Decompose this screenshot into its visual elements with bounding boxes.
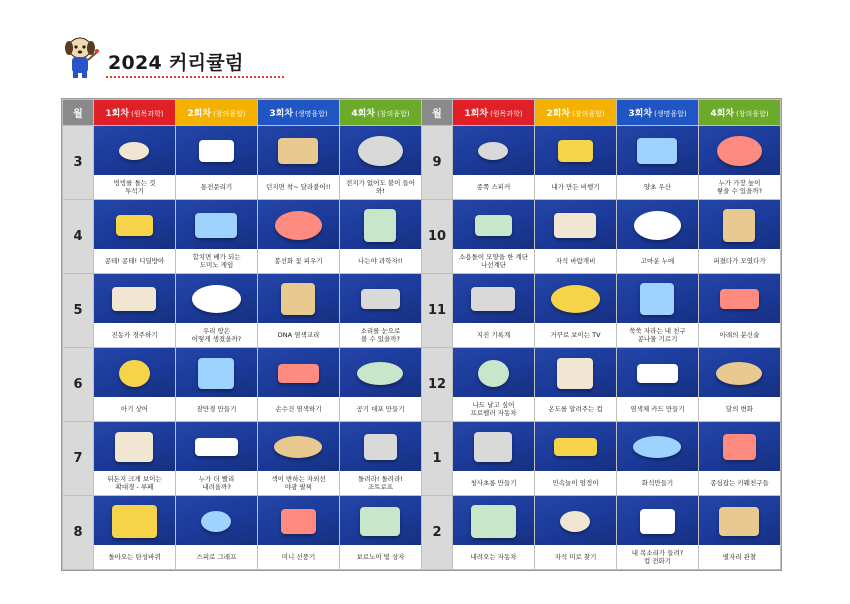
round-4-header-left: 4회차 (창의융합) (340, 100, 422, 126)
activity-title: 우리 땅은 어떻게 생겼을까? (191, 327, 242, 343)
activity-card (176, 200, 258, 274)
craft-object-icon (471, 505, 516, 538)
craft-object-icon (198, 358, 234, 389)
craft-object-icon (471, 287, 515, 311)
month-row (63, 200, 781, 274)
activity-photo (535, 422, 616, 471)
month-row (63, 126, 781, 200)
activity-title: 양초 우산 (643, 183, 672, 191)
activity-card (176, 422, 258, 496)
craft-object-icon (119, 360, 150, 387)
activity-photo (258, 274, 339, 323)
activity-card (535, 126, 617, 200)
craft-object-icon (640, 283, 674, 315)
craft-object-icon (278, 364, 319, 383)
month-label: 6 (63, 348, 94, 422)
title-underline (106, 76, 284, 78)
activity-photo (94, 348, 175, 397)
activity-card (535, 422, 617, 496)
activity-photo (535, 200, 616, 249)
activity-card (453, 274, 535, 348)
activity-title: 아래의 분신술 (719, 331, 760, 339)
activity-card (453, 348, 535, 422)
craft-object-icon (723, 209, 755, 242)
page-title: 2024 커리큘럼 (108, 52, 244, 74)
craft-object-icon (195, 438, 238, 456)
activity-title: 거꾸로 보이는 TV (550, 331, 601, 339)
month-label: 4 (63, 200, 94, 274)
activity-title: 별자리 관찰 (722, 553, 757, 561)
activity-title: 합치면 배가 되는 도미노 게임 (192, 253, 241, 269)
activity-card (453, 200, 535, 274)
activity-photo (699, 496, 780, 545)
activity-photo (258, 126, 339, 175)
craft-object-icon (478, 142, 508, 160)
craft-object-icon (637, 364, 678, 383)
activity-card (176, 348, 258, 422)
activity-photo (617, 422, 698, 471)
craft-object-icon (474, 432, 512, 462)
month-label: 7 (63, 422, 94, 496)
month-label: 12 (422, 348, 453, 422)
activity-photo (617, 348, 698, 397)
craft-object-icon (275, 211, 322, 240)
activity-title: 내려오는 자동차 (470, 553, 517, 561)
craft-object-icon (558, 140, 593, 162)
activity-card (535, 274, 617, 348)
activity-photo (535, 274, 616, 323)
activity-photo (258, 422, 339, 471)
craft-object-icon (554, 213, 596, 238)
month-row (63, 422, 781, 496)
activity-photo (176, 200, 257, 249)
activity-title: 소용돌이 모양을 한 계단 나선계단 (459, 253, 528, 269)
activity-photo (453, 496, 534, 545)
activity-photo (340, 422, 421, 471)
activity-title: 자석 바람개비 (555, 257, 596, 265)
craft-object-icon (634, 211, 681, 240)
activity-card (453, 422, 535, 496)
activity-card (535, 200, 617, 274)
activity-card (617, 126, 699, 200)
month-header-left: 월 (63, 100, 94, 126)
activity-photo (453, 348, 534, 397)
dog-mascot-icon (60, 34, 100, 80)
round-2-header-right: 2회차 (창의융합) (535, 100, 617, 126)
activity-card (258, 422, 340, 496)
craft-object-icon (357, 362, 403, 385)
craft-object-icon (281, 283, 315, 315)
activity-photo (453, 274, 534, 323)
activity-title: 보로노이 빛 상자 (356, 553, 405, 561)
craft-object-icon (116, 215, 153, 236)
activity-card (340, 274, 422, 348)
activity-photo (535, 126, 616, 175)
activity-title: 내가 만든 비행기 (551, 183, 600, 191)
craft-object-icon (195, 213, 237, 238)
craft-object-icon (364, 209, 396, 242)
activity-photo (176, 126, 257, 175)
activity-photo (340, 126, 421, 175)
month-label: 9 (422, 126, 453, 200)
activity-card (617, 348, 699, 422)
month-label: 1 (422, 422, 453, 496)
craft-object-icon (640, 509, 675, 534)
activity-photo (340, 496, 421, 545)
activity-photo (617, 496, 698, 545)
activity-title: 진동카 경주하기 (111, 331, 158, 339)
activity-card (617, 422, 699, 496)
curriculum-table (62, 99, 781, 570)
round-4-header-right: 4회차 (창의융합) (699, 100, 781, 126)
activity-card (258, 348, 340, 422)
activity-card (617, 496, 699, 570)
craft-object-icon (551, 285, 600, 313)
craft-object-icon (478, 360, 509, 387)
activity-title: 콩테! 콩테! 디딜방아 (104, 257, 165, 265)
activity-card (340, 348, 422, 422)
craft-object-icon (115, 432, 153, 462)
activity-photo (535, 348, 616, 397)
activity-photo (94, 126, 175, 175)
activity-card (258, 126, 340, 200)
round-3-header-left: 3회차 (생명융합) (258, 100, 340, 126)
activity-card (176, 126, 258, 200)
activity-card (699, 496, 781, 570)
craft-object-icon (112, 287, 156, 311)
activity-card (94, 496, 176, 570)
month-label: 10 (422, 200, 453, 274)
activity-title: 지진 기록계 (476, 331, 511, 339)
activity-title: 종심잡는 키웨친구들 (710, 479, 769, 487)
activity-card (94, 348, 176, 422)
month-label: 2 (422, 496, 453, 570)
craft-object-icon (358, 136, 403, 166)
activity-photo (176, 348, 257, 397)
activity-card (340, 496, 422, 570)
month-label: 8 (63, 496, 94, 570)
activity-photo (453, 126, 534, 175)
activity-title: 화석만들기 (641, 479, 674, 487)
craft-object-icon (201, 511, 231, 532)
activity-title: 빙빙를 돌는 것 투석기 (113, 179, 156, 195)
craft-object-icon (278, 138, 318, 164)
activity-title: 누가 가장 높이 쌓을 수 있을까? (716, 179, 763, 195)
month-label: 5 (63, 274, 94, 348)
activity-title: 전지가 없어도 불이 들어와! (346, 179, 415, 195)
activity-title: 자석 미로 찾기 (554, 553, 597, 561)
activity-photo (176, 422, 257, 471)
month-label: 11 (422, 274, 453, 348)
activity-title: 염색체 카드 만들기 (630, 405, 685, 413)
activity-photo (535, 496, 616, 545)
activity-title: 돌아오는 탄성바퀴 (108, 553, 161, 561)
activity-photo (258, 496, 339, 545)
craft-object-icon (192, 285, 241, 313)
craft-object-icon (360, 507, 400, 536)
activity-title: 소리를 눈으로 볼 수 있을까? (360, 327, 401, 343)
month-row (63, 274, 781, 348)
craft-object-icon (361, 289, 400, 309)
activity-photo (617, 126, 698, 175)
activity-photo (699, 200, 780, 249)
month-header-right: 월 (422, 100, 453, 126)
activity-title: 온도를 알려주는 컵 (548, 405, 603, 413)
activity-card (617, 274, 699, 348)
activity-photo (617, 274, 698, 323)
activity-title: 미니 선풍기 (281, 553, 316, 561)
round-3-header-right: 3회차 (생명융합) (617, 100, 699, 126)
activity-card (535, 496, 617, 570)
activity-card (699, 200, 781, 274)
craft-object-icon (112, 505, 157, 538)
activity-card (176, 496, 258, 570)
activity-card (699, 126, 781, 200)
activity-photo (340, 274, 421, 323)
page-header (60, 34, 460, 84)
activity-photo (176, 496, 257, 545)
round-2-header-left: 2회차 (창의융합) (176, 100, 258, 126)
activity-card (340, 200, 422, 274)
craft-object-icon (637, 138, 677, 164)
activity-photo (176, 274, 257, 323)
activity-card (699, 422, 781, 496)
craft-object-icon (274, 436, 322, 458)
craft-object-icon (364, 434, 397, 460)
activity-card (617, 200, 699, 274)
activity-title: 쑥쑥 자라는 내 친구 콩나물 기르기 (629, 327, 686, 343)
activity-card (699, 348, 781, 422)
activity-card (453, 496, 535, 570)
activity-photo (94, 200, 175, 249)
round-1-header-left: 1회차 (원목과학) (94, 100, 176, 126)
curriculum-body (63, 126, 781, 570)
activity-title: 누가 더 빨리 내려올까? (198, 475, 235, 491)
activity-photo (94, 274, 175, 323)
activity-title: 봉선화 꽃 피우기 (274, 257, 323, 265)
craft-object-icon (199, 140, 234, 162)
activity-card (258, 274, 340, 348)
activity-title: 내 목소리가 들려? 컵 전화기 (631, 549, 684, 565)
craft-object-icon (720, 289, 759, 309)
activity-title: 공기 대포 만들기 (356, 405, 405, 413)
activity-card (699, 274, 781, 348)
activity-card (340, 126, 422, 200)
activity-photo (699, 348, 780, 397)
activity-card (94, 422, 176, 496)
craft-object-icon (719, 507, 759, 536)
activity-title: 퍼졌다가 모였다가 (713, 257, 766, 265)
craft-object-icon (119, 142, 149, 160)
curriculum-grid (61, 98, 782, 571)
activity-photo (453, 200, 534, 249)
activity-title: 손수건 염색하기 (275, 405, 322, 413)
craft-object-icon (475, 215, 512, 236)
activity-title: DNA 염색교리 (277, 331, 320, 339)
month-label: 3 (63, 126, 94, 200)
activity-title: 달의 변화 (725, 405, 754, 413)
activity-photo (258, 200, 339, 249)
activity-card (176, 274, 258, 348)
activity-title: 민속놀이 엄정이 (552, 479, 599, 487)
activity-photo (94, 496, 175, 545)
activity-photo (699, 274, 780, 323)
activity-photo (699, 422, 780, 471)
craft-object-icon (281, 509, 316, 534)
activity-card (258, 496, 340, 570)
activity-title: 나도 날고 싶어 프로펠러 자동차 (470, 401, 517, 417)
activity-card (258, 200, 340, 274)
activity-photo (699, 126, 780, 175)
activity-card (453, 126, 535, 200)
activity-title: 스피로 그래프 (196, 553, 237, 561)
activity-card (340, 422, 422, 496)
craft-object-icon (633, 436, 681, 458)
craft-object-icon (716, 362, 762, 385)
craft-object-icon (557, 358, 593, 389)
activity-photo (94, 422, 175, 471)
activity-title: 청사초롱 만들기 (470, 479, 517, 487)
activity-photo (453, 422, 534, 471)
activity-title: 돌려라! 돌려라! 조트로프 (358, 475, 403, 491)
round-1-header-right: 1회차 (원목과학) (453, 100, 535, 126)
craft-object-icon (554, 438, 597, 456)
activity-title: 잠만경 만들기 (196, 405, 237, 413)
header-row (63, 100, 781, 126)
activity-card (94, 274, 176, 348)
activity-title: 아기 상어 (120, 405, 149, 413)
activity-title: 통전문리기 (200, 183, 233, 191)
activity-title: 나는야 과학자!! (358, 257, 403, 265)
month-row (63, 496, 781, 570)
month-row (63, 348, 781, 422)
craft-object-icon (723, 434, 756, 460)
activity-card (94, 126, 176, 200)
activity-card (94, 200, 176, 274)
activity-title: 색이 변하는 자외선 야광 팔찌 (271, 475, 326, 491)
activity-title: 종쪽 스피커 (476, 183, 511, 191)
activity-title: 던지면 착~ 달라붙어!! (265, 183, 332, 191)
activity-photo (258, 348, 339, 397)
craft-object-icon (560, 511, 590, 532)
activity-card (535, 348, 617, 422)
activity-photo (340, 200, 421, 249)
activity-photo (617, 200, 698, 249)
activity-photo (340, 348, 421, 397)
activity-title: 고마운 누에 (640, 257, 675, 265)
activity-title: 뒤돈지 크게 보이는 확대경 - 루페 (107, 475, 162, 491)
craft-object-icon (717, 136, 762, 166)
